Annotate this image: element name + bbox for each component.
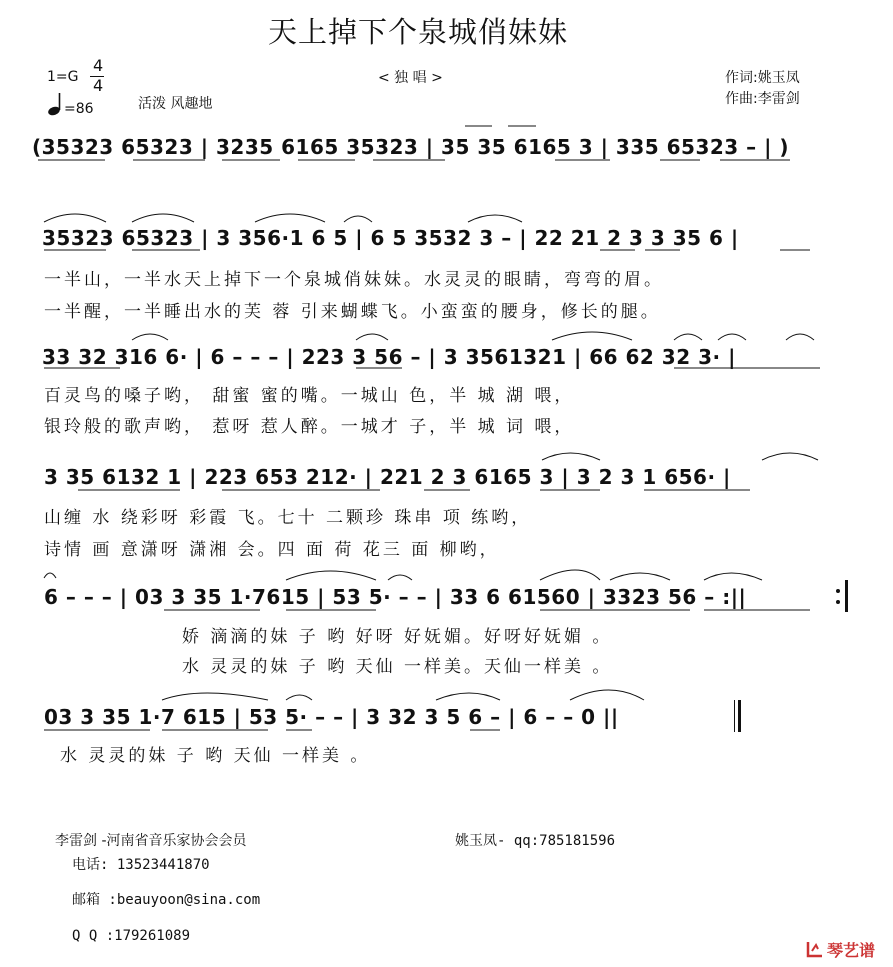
score-line-5-lyric-2: 水 灵灵的妹 子 哟 天仙 一样美。天仙一样美 。 [182,657,613,677]
page-title: 天上掉下个泉城俏妹妹 [268,15,569,49]
score-line-3-notes: 33 32 316 6· | 6 – – – | 223 3 56 – | 3 3561321 | 66 62 32 3· | [42,345,736,369]
score-line-5-notes: 6 – – – | 03 3 35 1·7615 | 53 5· – – | 33 6 61560 | 3323 56 – :|| [44,585,747,609]
qq-number: Q Q :179261089 [72,928,191,944]
score-line-4-notes: 3 35 6132 1 | 223 653 212· | 221 2 3 6165 3 | 3 2 3 1 656· | [44,465,731,489]
score-line-4-lyric-1: 山缠 水 绕彩呀 彩霞 飞。七十 二颗珍 珠串 项 练哟， [44,508,532,528]
email-address: 邮箱 :beauyoon@sina.com [72,892,261,908]
style-marking: 活泼 风趣地 [138,96,213,112]
watermark-icon [805,939,825,959]
score-line-2-lyric-2: 一半醒，一半睡出水的芙 蓉 引来蝴蝶飞。小蛮蛮的腰身，修长的腿。 [44,302,661,322]
score-line-6-lyric-1: 水 灵灵的妹 子 哟 天仙 一样美 。 [60,746,371,766]
score-line-4-lyric-2: 诗情 画 意潇呀 潇湘 会。四 面 荷 花三 面 柳哟， [44,540,500,560]
score-line-2-notes: 35323 65323 | 3 356·1 6 5 | 6 5 3532 3 – | 22 21 2 3 3 35 6 | [42,226,739,250]
score-line-3-lyric-2: 银玲般的歌声哟， 惹呀 惹人醉。一城才 子，半 城 词 喂， [44,417,575,437]
tempo-value: =86 [64,101,94,117]
watermark-text: 琴艺谱 [827,940,876,960]
time-signature-bottom: 4 [93,76,104,95]
key-signature: 1=G [47,69,79,85]
lyricist-info: 姚玉凤- qq:785181596 [455,833,616,849]
composer-credit: 作曲:李雷剑 [725,91,800,107]
score-line-1-notes: (35323 65323 | 3235 6165 35323 | 35 35 6165 3 | 335 65323 – | ) [32,135,790,159]
score-line-3-lyric-1: 百灵鸟的嗓子哟， 甜蜜 蜜的嘴。一城山 色，半 城 湖 喂， [44,386,575,406]
time-signature-top: 4 [93,56,104,75]
score-line-2-lyric-1: 一半山，一半水天上掉下一个泉城俏妹妹。水灵灵的眼睛，弯弯的眉。 [44,270,664,290]
score-line-6-notes: 03 3 35 1·7 615 | 53 5· – – | 3 32 3 5 6 – | 6 – – 0 || [44,705,619,729]
performance-type: < 独 唱 > [378,70,443,86]
lyricist-credit: 作词:姚玉凤 [725,70,800,86]
score-line-5-lyric-1: 娇 滴滴的妹 子 哟 好呀 好妩媚。好呀好妩媚 。 [182,627,613,647]
watermark-logo [805,937,875,961]
composer-info: 李雷剑 -河南省音乐家协会会员 [55,833,247,849]
phone-number: 电话: 13523441870 [72,857,210,873]
